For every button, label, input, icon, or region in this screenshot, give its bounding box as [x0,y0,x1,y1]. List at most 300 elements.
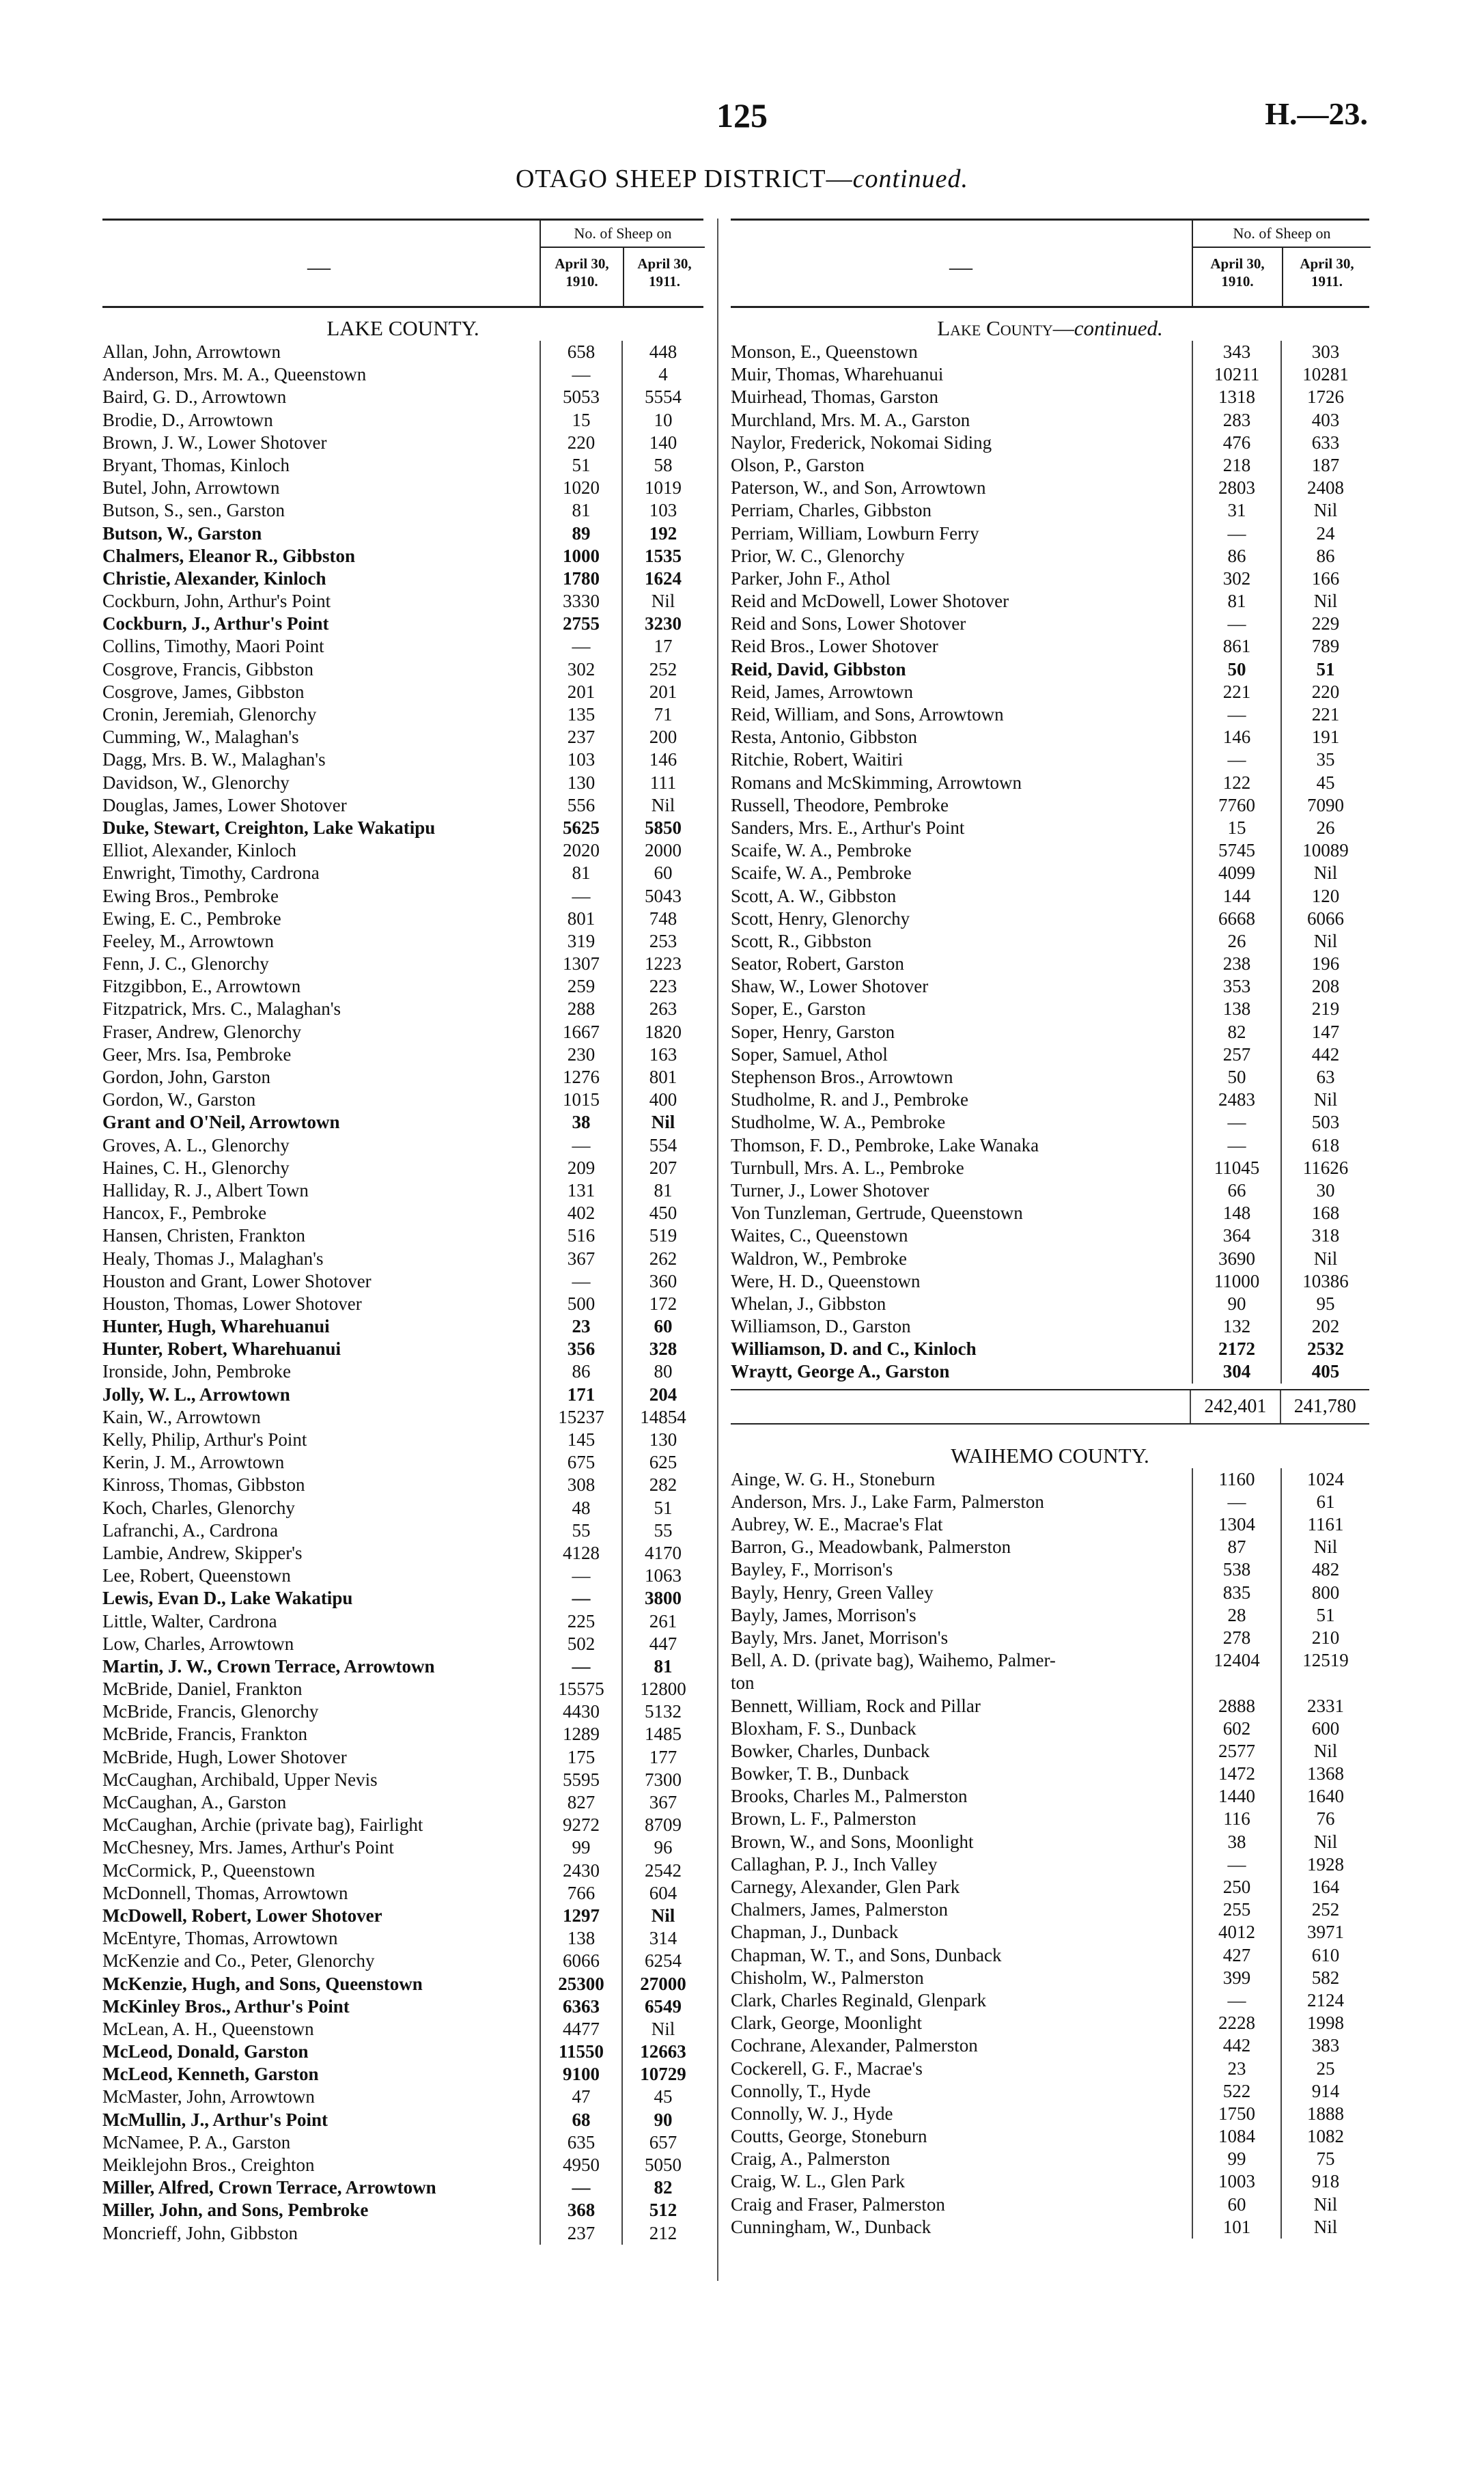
table-row [102,817,703,839]
count-1910: 50 [1192,658,1280,681]
owner-name: Butel, John, Arrowtown [102,477,280,499]
table-row [102,2131,703,2154]
table-row [102,1814,703,1836]
table-row [731,1089,1369,1111]
owner-name: Fenn, J. C., Glenorchy [102,953,269,974]
count-1910: 103 [540,748,621,771]
count-1910: 11000 [1192,1270,1280,1293]
table-row [102,1723,703,1745]
count-1911: 633 [1280,432,1369,454]
count-1910: 255 [1192,1898,1280,1921]
count-1911: 6254 [621,1950,703,1972]
table-row [102,658,703,681]
owner-name: Romans and McSkimming, Arrowtown [731,772,1022,793]
count-1911: 383 [1280,2034,1369,2057]
owner-name: Perriam, Charles, Gibbston [731,500,932,521]
count-1910: 766 [540,1882,621,1905]
count-1911: 600 [1280,1717,1369,1740]
table-row [102,1066,703,1089]
count-1911: 76 [1280,1808,1369,1830]
count-1911: 1820 [621,1021,703,1043]
count-1911: 196 [1280,953,1369,975]
table-row [731,1695,1369,1717]
count-1910: 827 [540,1791,621,1814]
count-1910: 1297 [540,1905,621,1927]
count-1911: 360 [621,1270,703,1293]
table-row [731,1293,1369,1315]
owner-name: McCaughan, Archie (private bag), Fairlight [102,1814,423,1836]
count-1910: 2803 [1192,477,1280,499]
owner-name: Hansen, Christen, Frankton [102,1225,305,1246]
owner-name: Groves, A. L., Glenorchy [102,1134,290,1155]
count-1910: 6668 [1192,908,1280,930]
sheep-count-group [1192,221,1371,306]
county-continued: continued. [1074,316,1163,340]
owner-name: Bowker, T. B., Dunback [731,1763,910,1784]
count-1911: Nil [1280,1248,1369,1270]
owner-name: Christie, Alexander, Kinloch [102,567,326,589]
table-row [731,726,1369,748]
count-1910: 278 [1192,1627,1280,1649]
table-row [102,1678,703,1700]
owner-name: Reid, David, Gibbston [731,658,906,679]
table-row [731,2058,1369,2080]
owner-name: McChesney, Mrs. James, Arthur's Point [102,1837,394,1858]
table-row [102,1406,703,1429]
count-1911: 191 [1280,726,1369,748]
owner-name: Clark, George, Moonlight [731,2013,922,2034]
owner-name: Brown, J. W., Lower Shotover [102,432,327,453]
owner-name: Shaw, W., Lower Shotover [731,976,929,997]
header-dash: — [949,255,972,280]
owner-name: McMullin, J., Arthur's Point [102,2109,328,2130]
count-1911: 748 [621,908,703,930]
count-1910: 6066 [540,1950,621,1972]
table-row [102,885,703,908]
owner-name: Cochrane, Alexander, Palmerston [731,2035,978,2056]
table-row [731,1627,1369,1649]
table-row [731,477,1369,499]
table-row [731,1649,1369,1672]
count-1911: 75 [1280,2148,1369,2170]
owner-name: Bayly, James, Morrison's [731,1604,916,1625]
count-1910: 835 [1192,1582,1280,1604]
table-row [731,953,1369,975]
table-row [102,1700,703,1723]
count-1910: 225 [540,1610,621,1633]
count-1911: 2408 [1280,477,1369,499]
group-label: No. of Sheep on [541,221,705,248]
count-1911: 147 [1280,1021,1369,1043]
count-1911: Nil [621,1111,703,1134]
table-row [102,1111,703,1134]
count-1911: 2124 [1280,1989,1369,2012]
owner-name: Gordon, John, Garston [102,1067,270,1087]
count-1911: 1024 [1280,1468,1369,1491]
count-1910: 304 [1192,1360,1280,1383]
count-1910: 5745 [1192,839,1280,862]
owner-name: Chalmers, Eleanor R., Gibbston [102,545,356,566]
owner-name: Lafranchi, A., Cardrona [102,1519,279,1541]
count-1911: Nil [1280,1740,1369,1763]
owner-name: Davidson, W., Glenorchy [102,772,290,793]
owner-name: Healy, Thomas J., Malaghan's [102,1248,324,1269]
count-1911: 168 [1280,1202,1369,1224]
count-1911: 318 [1280,1224,1369,1247]
owner-name: McEntyre, Thomas, Arrowtown [102,1928,338,1949]
owner-name: Scott, Henry, Glenorchy [731,908,910,929]
count-1911: 3800 [621,1587,703,1610]
count-1910: 99 [1192,2148,1280,2170]
owner-name: Martin, J. W., Crown Terrace, Arrowtown [102,1655,435,1677]
table-row [102,2109,703,2131]
table-row [731,1338,1369,1360]
owner-name: Bell, A. D. (private bag), Waihemo, Palmer- [731,1650,1056,1671]
owner-name: Sanders, Mrs. E., Arthur's Point [731,817,965,838]
count-1910: 3330 [540,590,621,613]
table-row [102,363,703,386]
table-row [731,2170,1369,2193]
table-row [731,1944,1369,1967]
count-1911: 503 [1280,1111,1369,1134]
table-row [102,1565,703,1587]
table-row [102,635,703,658]
owner-name: Brooks, Charles M., Palmerston [731,1786,968,1807]
table-row [731,1043,1369,1066]
count-1910: 1667 [540,1021,621,1043]
table-row [731,545,1369,567]
owner-name: Bayly, Henry, Green Valley [731,1582,934,1603]
table-row [731,703,1369,726]
count-1911: 1485 [621,1723,703,1745]
table-row [102,477,703,499]
document-reference: H.—23. [1265,96,1368,131]
table-row [731,1491,1369,1513]
table-row [102,1995,703,2018]
count-1911: 367 [621,1791,703,1814]
owner-name: Koch, Charles, Glenorchy [102,1497,295,1518]
owner-name: Seator, Robert, Garston [731,953,904,974]
count-1911: 192 [621,522,703,545]
count-1910: 516 [540,1224,621,1247]
col-1911: April 30, 1911. [1282,248,1371,307]
owner-name: Cockburn, J., Arthur's Point [102,613,329,634]
owner-name: Bowker, Charles, Dunback [731,1740,930,1761]
table-row [102,975,703,998]
count-1911: 103 [621,499,703,522]
owner-name: ton [731,1672,755,1694]
count-1910: 38 [540,1111,621,1134]
table-row [102,1338,703,1360]
count-1910: 101 [1192,2216,1280,2239]
count-1910: — [540,1270,621,1293]
count-1910: 1084 [1192,2125,1280,2148]
count-1911: 1640 [1280,1785,1369,1808]
count-1911: 12519 [1280,1649,1369,1672]
owner-name: Soper, Henry, Garston [731,1021,895,1042]
count-1910: 116 [1192,1808,1280,1830]
total-1910: 242,401 [1190,1390,1279,1423]
owner-name: Ewing, E. C., Pembroke [102,908,281,929]
owner-name: Low, Charles, Arrowtown [102,1633,294,1654]
table-row [102,1973,703,1995]
owner-name: Bayley, F., Morrison's [731,1559,893,1580]
count-1911: Nil [1280,2193,1369,2216]
count-1910: 602 [1192,1717,1280,1740]
owner-name: Reid and Sons, Lower Shotover [731,613,966,634]
county-heading-continued [731,316,1369,341]
table-row [102,2063,703,2086]
count-1910: 50 [1192,1066,1280,1089]
count-1911: 80 [621,1360,703,1383]
table-row [102,1791,703,1814]
table-row [102,1519,703,1542]
count-1910: 302 [1192,567,1280,590]
owner-name: McLeod, Kenneth, Garston [102,2064,319,2085]
count-1911: 2331 [1280,1695,1369,1717]
owner-name: Fraser, Andrew, Glenorchy [102,1021,302,1042]
count-1911: 202 [1280,1315,1369,1338]
table-row [731,930,1369,953]
count-1910: 4128 [540,1542,621,1565]
count-1911: 220 [1280,681,1369,703]
count-1910: 23 [1192,2058,1280,2080]
owner-name: Connolly, T., Hyde [731,2080,871,2101]
count-1910: — [1192,703,1280,726]
count-1911: 95 [1280,1293,1369,1315]
count-1910: 368 [540,2199,621,2221]
count-1910: 635 [540,2131,621,2154]
count-1911 [1280,1672,1369,1694]
title-continued: continued. [852,165,969,193]
count-1911: 82 [621,2176,703,2199]
table-row [102,1905,703,1927]
table-row [102,341,703,363]
owner-name: Scaife, W. A., Pembroke [731,863,912,884]
table-row [102,1655,703,1678]
count-1910: — [540,363,621,386]
table-row [731,975,1369,998]
count-1910: 1000 [540,545,621,567]
owner-name: Duke, Stewart, Creighton, Lake Wakatipu [102,817,436,838]
col-1911: April 30, 1911. [623,248,705,307]
count-1910: 23 [540,1315,621,1338]
group-label: No. of Sheep on [1193,221,1371,248]
table-row [102,2222,703,2245]
count-1911: 10089 [1280,839,1369,862]
count-1911: 60 [621,1315,703,1338]
count-1910: 81 [540,499,621,522]
owner-name: Butson, W., Garston [102,522,262,544]
owner-name: Monson, E., Queenstown [731,341,918,362]
count-1910: 221 [1192,681,1280,703]
owner-name: Paterson, W., and Son, Arrowtown [731,477,986,499]
count-1911: 11626 [1280,1157,1369,1179]
owner-name: Muir, Thomas, Wharehuanui [731,364,944,385]
count-1910: 130 [540,772,621,794]
count-1910: 89 [540,522,621,545]
count-1910: 4099 [1192,862,1280,884]
count-1911: 1888 [1280,2103,1369,2125]
table-row [731,1989,1369,2012]
table-row [731,1921,1369,1944]
count-1910: 2888 [1192,1695,1280,1717]
count-1910: 538 [1192,1558,1280,1581]
table-row [102,590,703,613]
count-1910: 10211 [1192,363,1280,386]
owner-name: Ritchie, Robert, Waitiri [731,749,904,770]
count-1911: 2542 [621,1860,703,1882]
owner-name: Baird, G. D., Arrowtown [102,387,287,408]
table-row [731,839,1369,862]
table-row [102,1179,703,1202]
table-row [731,1831,1369,1853]
count-1910: 1015 [540,1089,621,1111]
owner-name: Houston, Thomas, Lower Shotover [102,1293,362,1314]
count-1910: 209 [540,1157,621,1179]
count-1911: 403 [1280,409,1369,432]
count-1911: 2532 [1280,1338,1369,1360]
count-1911: 1063 [621,1565,703,1587]
count-1911: 8709 [621,1814,703,1836]
owner-name: Gordon, W., Garston [102,1089,256,1110]
table-row [102,1836,703,1859]
owner-name: Chapman, W. T., and Sons, Dunback [731,1944,1002,1965]
count-1910: 201 [540,681,621,703]
owner-name: McNamee, P. A., Garston [102,2131,291,2153]
count-1910: 81 [540,862,621,884]
owner-name: McMaster, John, Arrowtown [102,2086,315,2107]
table-row [731,1513,1369,1536]
count-1910 [1192,1672,1280,1694]
table-row [731,2034,1369,2057]
owner-name: Kinross, Thomas, Gibbston [102,1474,305,1496]
table-row [731,386,1369,408]
table-row [731,794,1369,817]
owner-name: Butson, S., sen., Garston [102,500,285,521]
count-1911: 210 [1280,1627,1369,1649]
table-row [102,703,703,726]
count-1910: 364 [1192,1224,1280,1247]
owner-name: Craig and Fraser, Palmerston [731,2193,945,2215]
count-1911: 81 [621,1179,703,1202]
owner-name: Meiklejohn Bros., Creighton [102,2155,315,2175]
table-row [102,545,703,567]
table-row [731,1021,1369,1043]
count-1911: Nil [621,1905,703,1927]
count-1910: 399 [1192,1967,1280,1989]
owner-name: Anderson, Mrs. M. A., Queenstown [102,364,367,385]
owner-name: Hunter, Hugh, Wharehuanui [102,1316,330,1337]
count-1911: 187 [1280,454,1369,477]
count-1911: 10281 [1280,363,1369,386]
count-1911: 519 [621,1224,703,1247]
count-1910: 343 [1192,341,1280,363]
count-1911: Nil [621,794,703,817]
count-1911: 1161 [1280,1513,1369,1536]
count-1910: 171 [540,1384,621,1406]
owner-name: Fitzgibbon, E., Arrowtown [102,976,301,997]
owner-name: McCaughan, A., Garston [102,1792,287,1812]
table-row [102,998,703,1020]
page-title [0,164,1484,194]
table-row [731,1157,1369,1179]
count-1910: 4012 [1192,1921,1280,1944]
owner-name: Barron, G., Meadowbank, Palmerston [731,1537,1011,1558]
table-row [102,1043,703,1066]
count-1910: — [1192,748,1280,771]
count-1910: 302 [540,658,621,681]
count-1910: 801 [540,908,621,930]
count-1911: 1998 [1280,2012,1369,2034]
count-1910: 90 [1192,1293,1280,1315]
count-1910: — [1192,1853,1280,1876]
count-1910: 15575 [540,1678,621,1700]
owner-name: Reid Bros., Lower Shotover [731,636,938,657]
owner-name: Waldron, W., Pembroke [731,1248,908,1269]
table-row [102,839,703,862]
count-1911: 90 [621,2109,703,2131]
count-1911: 3971 [1280,1921,1369,1944]
owner-name: Lewis, Evan D., Lake Wakatipu [102,1588,353,1609]
owner-name: Waites, C., Queenstown [731,1225,908,1246]
count-1910: 220 [540,432,621,454]
owner-name: McKenzie, Hugh, and Sons, Queenstown [102,1973,423,1994]
owner-name: Jolly, W. L., Arrowtown [102,1384,290,1405]
count-1910: 99 [540,1836,621,1859]
owner-name: Reid, William, and Sons, Arrowtown [731,704,1004,725]
count-1911: 17 [621,635,703,658]
owner-name: Cumming, W., Malaghan's [102,727,299,748]
table-row [102,1224,703,1247]
count-1910: — [540,2176,621,2199]
count-1910: 138 [1192,998,1280,1020]
owner-name: Studholme, R. and J., Pembroke [731,1089,968,1110]
count-1911: 5850 [621,817,703,839]
owner-name: Brown, L. F., Palmerston [731,1808,916,1829]
table-row [102,726,703,748]
table-row [102,2199,703,2221]
right-table-header [731,219,1369,308]
owner-name: McDonnell, Thomas, Arrowtown [102,1882,348,1903]
owner-name: Houston and Grant, Lower Shotover [102,1270,372,1291]
owner-name: Chapman, J., Dunback [731,1922,899,1943]
table-row [731,1808,1369,1830]
table-row [731,1763,1369,1785]
owner-name: Russell, Theodore, Pembroke [731,794,949,815]
table-row [731,635,1369,658]
sheep-count-group [540,221,705,306]
count-1911: 448 [621,341,703,363]
owner-name: Douglas, James, Lower Shotover [102,794,347,815]
count-1911: 447 [621,1633,703,1655]
count-1910: 427 [1192,1944,1280,1967]
count-1911: 35 [1280,748,1369,771]
count-1910: 2483 [1192,1089,1280,1111]
owner-name: Coutts, George, Stoneburn [731,2126,927,2147]
right-column [731,219,1369,2239]
table-row [731,567,1369,590]
count-1911: 111 [621,772,703,794]
table-row [731,1582,1369,1604]
table-row [731,1248,1369,1270]
table-row [731,1536,1369,1558]
count-1911: 45 [621,2086,703,2108]
table-row [731,1224,1369,1247]
right-rows-2 [731,1468,1369,2239]
count-1911: 10386 [1280,1270,1369,1293]
count-1910: 2755 [540,613,621,635]
